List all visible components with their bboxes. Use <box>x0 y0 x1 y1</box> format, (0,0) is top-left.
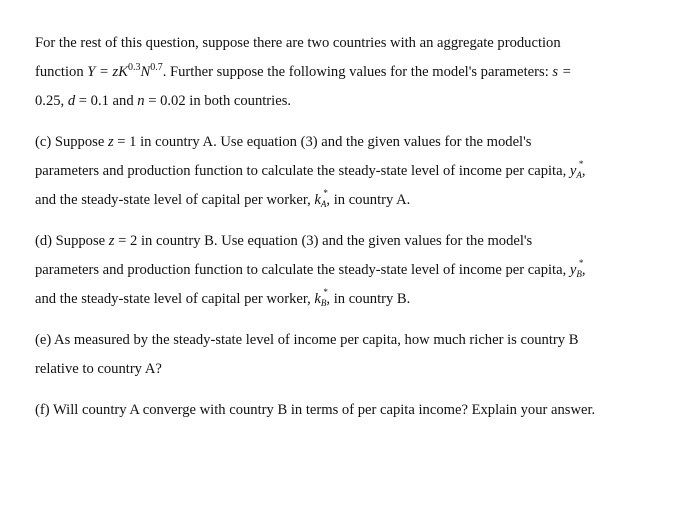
intro-line-1: For the rest of this question, suppose there are two countries with an aggregate production <box>35 35 561 51</box>
part-c-text: parameters and production function to calculate the steady-state level of income per capita, <box>35 163 570 179</box>
part-c-text: = 1 in country A. Use equation (3) and the given values for the model's <box>113 134 532 150</box>
part-d-text: , in country B. <box>326 291 411 307</box>
question-document <box>35 29 675 425</box>
population-growth-symbol: n <box>137 93 145 109</box>
part-c-line-2 <box>35 157 675 186</box>
productivity-symbol: z <box>108 233 115 249</box>
part-d-paragraph <box>35 227 675 314</box>
intro-text: = 0.1 and <box>75 93 138 109</box>
intro-text: . Further suppose the following values for the model's parameters: <box>162 64 553 80</box>
part-c-paragraph <box>35 128 675 215</box>
productivity-symbol: z <box>107 134 114 150</box>
part-c-text: (c) Suppose <box>35 134 108 150</box>
capital-per-worker-b-symbol: k * $_B$ <box>314 287 328 308</box>
part-c-text: and the steady-state level of capital per worker, <box>35 192 315 208</box>
part-d-text: , <box>581 262 586 278</box>
capital-per-worker-a-symbol: k * $_A$ <box>314 188 328 209</box>
part-c-line-3 <box>35 186 675 215</box>
part-d-text: = 2 in country B. Use equation (3) and the given values for the model's <box>114 233 533 249</box>
part-e-line-2: relative to country A? <box>35 361 162 377</box>
income-per-capita-a-symbol: y * $_A$ <box>569 159 584 180</box>
savings-rate-value: 0.25, <box>35 93 68 109</box>
part-d-text: parameters and production function to calculate the steady-state level of income per capita, <box>35 262 570 278</box>
income-per-capita-b-symbol: y * $_B$ <box>569 258 584 279</box>
part-f-line-1: (f) Will country A converge with country B in terms of per capita income? Explain your answer. <box>35 402 596 418</box>
part-e-line-1: (e) As measured by the steady-state level of income per capita, how much richer is country B <box>35 332 579 348</box>
part-d-text: (d) Suppose <box>35 233 109 249</box>
intro-line-2 <box>35 58 675 87</box>
intro-paragraph <box>35 29 675 116</box>
part-d-text: and the steady-state level of capital per worker, <box>35 291 315 307</box>
depreciation-symbol: d <box>67 93 76 109</box>
intro-text: function <box>35 64 88 80</box>
production-function-lhs: Y = zK <box>87 64 128 80</box>
part-c-text: , in country A. <box>326 192 411 208</box>
labor-symbol: N <box>140 64 151 80</box>
labor-exponent: 0.7 <box>150 62 163 73</box>
part-d-line-3 <box>35 285 675 314</box>
part-c-text: , <box>581 163 586 179</box>
capital-exponent: 0.3 <box>127 62 141 73</box>
part-e-paragraph <box>35 326 675 384</box>
savings-rate-symbol: s = <box>552 64 572 80</box>
intro-line-3 <box>35 87 675 116</box>
part-f-paragraph <box>35 396 675 425</box>
intro-text: = 0.02 in both countries. <box>144 93 292 109</box>
part-d-line-2 <box>35 256 675 285</box>
